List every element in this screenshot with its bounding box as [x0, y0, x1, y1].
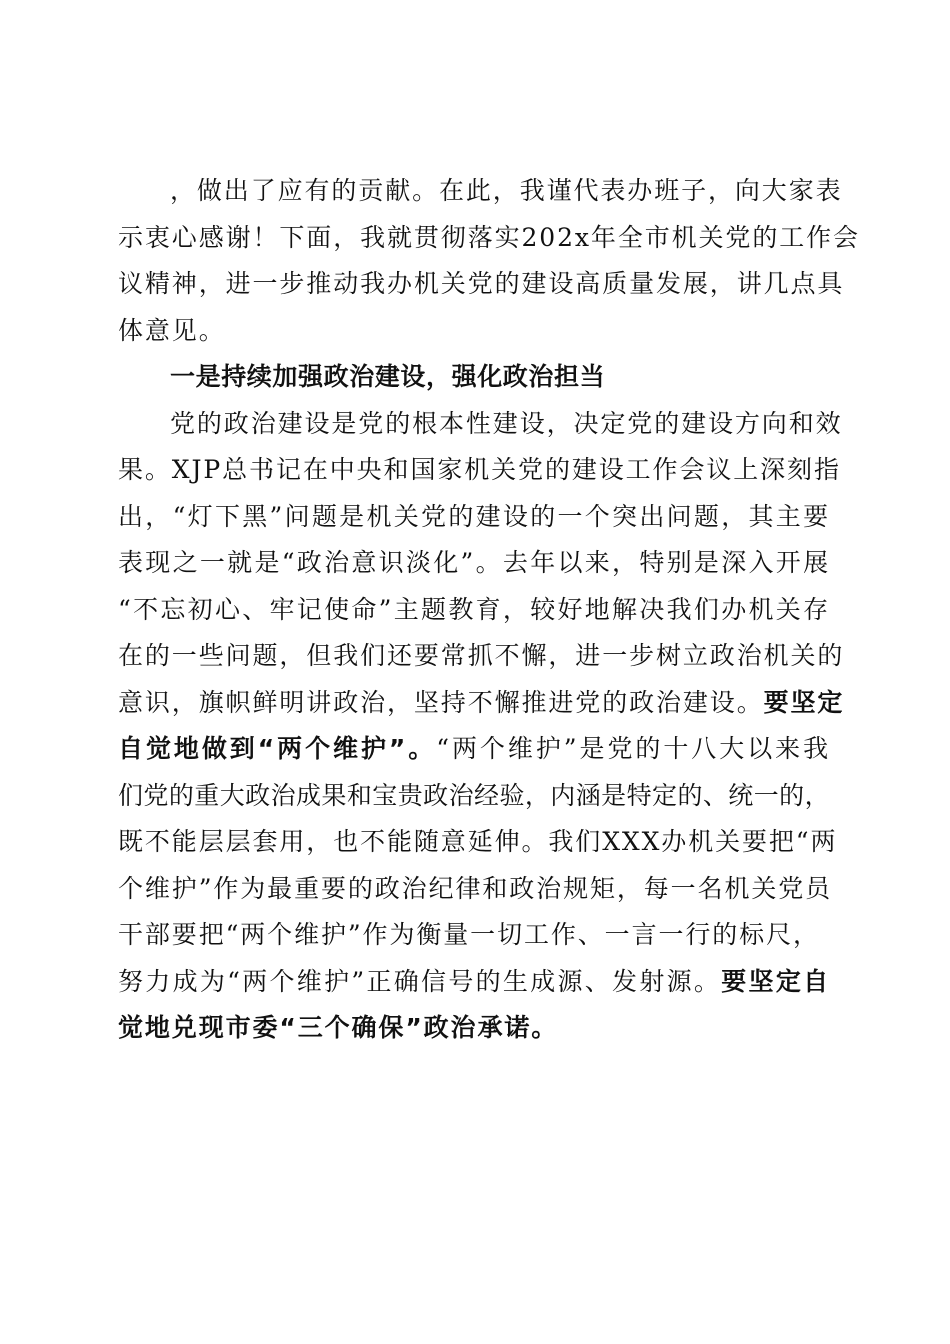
- bold-text-segment: 要坚定: [763, 687, 845, 717]
- paragraph-line: 在的一些问题，但我们还要常抓不懈，进一步树立政治机关的: [118, 641, 845, 670]
- document-body: [118, 168, 860, 1052]
- section-heading: 一是持续加强政治建设，强化政治担当: [170, 362, 606, 391]
- paragraph-line: 表现之一就是“政治意识淡化”。去年以来，特别是深入开展: [118, 548, 830, 577]
- paragraph-line: 个维护”作为最重要的政治纪律和政治规矩，每一名机关党员: [118, 873, 833, 903]
- paragraph-line: ，做出了应有的贡献。在此，我谨代表办班子，向大家表: [170, 176, 843, 205]
- paragraph-line: [118, 680, 845, 727]
- paragraph-line: 觉地兑现市委“三个确保”政治承诺。: [118, 1013, 559, 1042]
- plain-text-segment: 意识，旗帜鲜明讲政治，坚持不懈推进党的政治建设。: [118, 687, 764, 717]
- bold-text-segment: 要坚定自: [721, 966, 831, 996]
- paragraph-line: 示衷心感谢！下面，我就贯彻落实202x年全市机关党的工作会: [118, 222, 860, 252]
- paragraph-line: [118, 959, 830, 1006]
- paragraph-line: 出，“灯下黑”问题是机关党的建设的一个突出问题，其主要: [118, 501, 830, 531]
- paragraph-line: 体意见。: [118, 315, 226, 345]
- paragraph-line: 干部要把“两个维护”作为衡量一切工作、一言一行的标尺，: [118, 920, 820, 949]
- paragraph-line: [118, 726, 830, 773]
- plain-text-segment: “两个维护”是党的十八大以来我: [436, 734, 830, 763]
- paragraph-line: “不忘初心、牢记使命”主题教育，较好地解决我们办机关存: [118, 594, 830, 624]
- paragraph-line: 果。XJP总书记在中央和国家机关党的建设工作会议上深刻指: [118, 455, 841, 484]
- bold-text-segment: 自觉地做到“两个维护”。: [118, 734, 437, 763]
- paragraph-line: 党的政治建设是党的根本性建设，决定党的建设方向和效: [170, 408, 843, 438]
- paragraph-line: 既不能层层套用，也不能随意延伸。我们XXX办机关要把“两: [118, 827, 838, 856]
- plain-text-segment: 努力成为“两个维护”正确信号的生成源、发射源。: [118, 966, 722, 996]
- paragraph-line: 们党的重大政治成果和宝贵政治经验，内涵是特定的、统一的，: [118, 780, 830, 810]
- paragraph-line: 议精神，进一步推动我办机关党的建设高质量发展，讲几点具: [118, 269, 845, 298]
